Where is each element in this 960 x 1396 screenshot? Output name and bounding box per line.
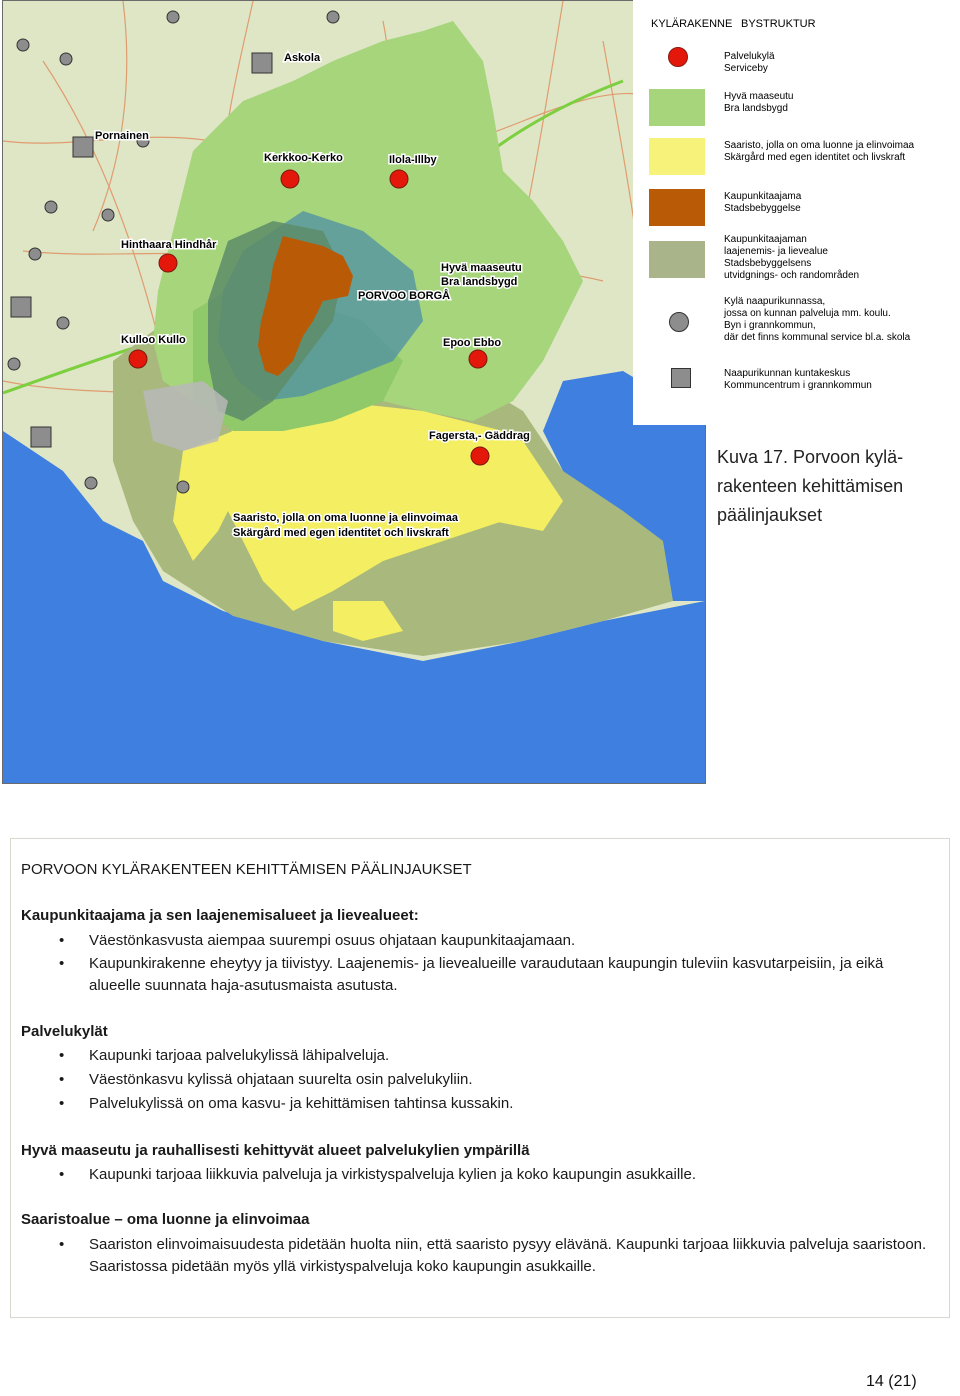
legend-item-6-line-1: Kommuncentrum i grannkommun [724, 380, 872, 391]
label-fagersta: Fagersta,- Gäddrag [429, 430, 530, 442]
legend-item-4 [724, 234, 859, 282]
section-heading-0: Kaupunkitaajama ja sen laajenemisalueet ja lievealueet: [21, 907, 419, 924]
map-canvas [3, 1, 705, 783]
legend-item-0-line-1: Serviceby [724, 63, 768, 74]
legend-item-3 [724, 191, 801, 215]
map [2, 0, 706, 784]
red-dot-ilola [390, 170, 408, 188]
legend-item-0 [724, 51, 775, 75]
legend-olive-swatch [649, 241, 705, 278]
page-number: 14 (21) [866, 1373, 917, 1390]
label-saaristo-fi: Saaristo, jolla on oma luonne ja elinvoimaa [233, 512, 458, 524]
label-ilola: Ilola-Illby [389, 154, 437, 166]
legend-gray-square-icon [671, 368, 691, 388]
label-pornainen: Pornainen [95, 130, 149, 142]
legend-item-5-line-2: Byn i grannkommun, [724, 320, 816, 331]
label-askola: Askola [284, 52, 321, 64]
caption-line-0: Kuva 17. Porvoon kylä- [717, 447, 904, 467]
label-bra-fi: Hyvä maaseutu [441, 262, 522, 274]
caption-line-1: rakenteen kehittämisen [717, 476, 904, 496]
legend-brown-swatch [649, 189, 705, 226]
square-west [11, 297, 31, 317]
legend-item-6-line-0: Naapurikunnan kuntakeskus [724, 368, 851, 379]
red-dot-epoo [469, 350, 487, 368]
legend-item-1-line-0: Hyvä maaseutu [724, 91, 794, 102]
figure-caption [717, 443, 903, 530]
legend-header-sv: BYSTRUKTUR [741, 18, 816, 30]
square-askola [252, 53, 272, 73]
bullet-0-1: • Kaupunkirakenne eheytyy ja tiivistyy. Laajenemis- ja lievealueille varaudutaan kaupungin tuleviin kasvutarpeisiin, ja eikä alueelle suunnata haja-asutusmaista asutusta. [89, 953, 934, 997]
red-dot-hinthaara [159, 254, 177, 272]
bullet-1-1: • Väestönkasvu kylissä ohjataan suurelta osin palvelukyliin. [89, 1069, 934, 1091]
label-kerkkoo: Kerkkoo-Kerko [264, 152, 343, 164]
legend-item-5 [724, 296, 910, 344]
legend-gray-dot-icon [669, 312, 689, 332]
legend-item-5-line-1: jossa on kunnan palveluja mm. koulu. [724, 308, 891, 319]
red-dot-fagersta [471, 447, 489, 465]
legend-item-2 [724, 140, 914, 164]
legend [633, 0, 960, 425]
legend-item-5-line-3: där det finns kommunal service bl.a. skola [724, 332, 911, 343]
bullet-3-0: • Saariston elinvoimaisuudesta pidetään huolta niin, että saaristo pysyy elävänä. Kaupunki tarjoaa liikkuvia palveluja saaristoon. Saaristossa pidetään myös yllä virkistyspalveluja koko kaupungin asukkaille. [89, 1234, 934, 1278]
legend-item-6 [724, 368, 872, 392]
legend-header-fi: KYLÄRAKENNE [651, 18, 733, 30]
section-heading-3: Saaristoalue – oma luonne ja elinvoimaa [21, 1211, 310, 1228]
caption-line-2: päälinjaukset [717, 505, 823, 525]
legend-red-dot-icon [668, 47, 688, 67]
label-hinthaara: Hinthaara Hindhår [121, 239, 217, 251]
legend-item-3-line-0: Kaupunkitaajama [724, 191, 802, 202]
bullet-2-0: • Kaupunki tarjoaa liikkuvia palveluja ja virkistyspalveluja kylien ja koko kaupungin asukkaille. [89, 1164, 934, 1186]
label-kulloo: Kulloo Kullo [121, 334, 186, 346]
bullet-0-0: • Väestönkasvusta aiempaa suurempi osuus ohjataan kaupunkitaajamaan. [89, 930, 934, 952]
label-saaristo-sv: Skärgård med egen identitet och livskraft [233, 527, 449, 539]
section-heading-1: Palvelukylät [21, 1023, 108, 1040]
legend-item-3-line-1: Stadsbebyggelse [724, 203, 801, 214]
legend-item-1 [724, 91, 793, 115]
red-dot-kerkkoo [281, 170, 299, 188]
label-bra-sv: Bra landsbygd [441, 276, 518, 288]
legend-item-2-line-1: Skärgård med egen identitet och livskraft [724, 152, 906, 163]
bullet-1-0: • Kaupunki tarjoaa palvelukylissä lähipalveluja. [89, 1045, 934, 1067]
label-epoo: Epoo Ebbo [443, 337, 502, 349]
legend-green-swatch [649, 89, 705, 126]
zone-gray-neighbor [143, 381, 228, 451]
legend-item-4-line-2: Stadsbebyggelsens [724, 258, 812, 269]
summary-box [10, 838, 950, 1318]
legend-item-4-line-3: utvidgnings- och randområden [724, 270, 860, 281]
legend-item-1-line-1: Bra landsbygd [724, 103, 788, 114]
red-dot-kulloo [129, 350, 147, 368]
label-porvoo: PORVOO BORGÅ [358, 290, 451, 302]
legend-item-5-line-0: Kylä naapurikunnassa, [724, 296, 826, 307]
legend-yellow-swatch [649, 138, 705, 175]
summary-title: PORVOON KYLÄRAKENTEEN KEHITTÄMISEN PÄÄLINJAUKSET [21, 861, 472, 878]
legend-item-4-line-0: Kaupunkitaajaman [724, 234, 807, 245]
legend-item-0-line-0: Palvelukylä [724, 51, 775, 62]
legend-item-2-line-0: Saaristo, jolla on oma luonne ja elinvoimaa [724, 140, 915, 151]
bullet-1-2: • Palvelukylissä on oma kasvu- ja kehittämisen tahtinsa kussakin. [89, 1093, 934, 1115]
square-southwest [31, 427, 51, 447]
square-pornainen [73, 137, 93, 157]
section-heading-2: Hyvä maaseutu ja rauhallisesti kehittyvät alueet palvelukylien ympärillä [21, 1142, 530, 1159]
legend-item-4-line-1: laajenemis- ja lievealue [724, 246, 828, 257]
